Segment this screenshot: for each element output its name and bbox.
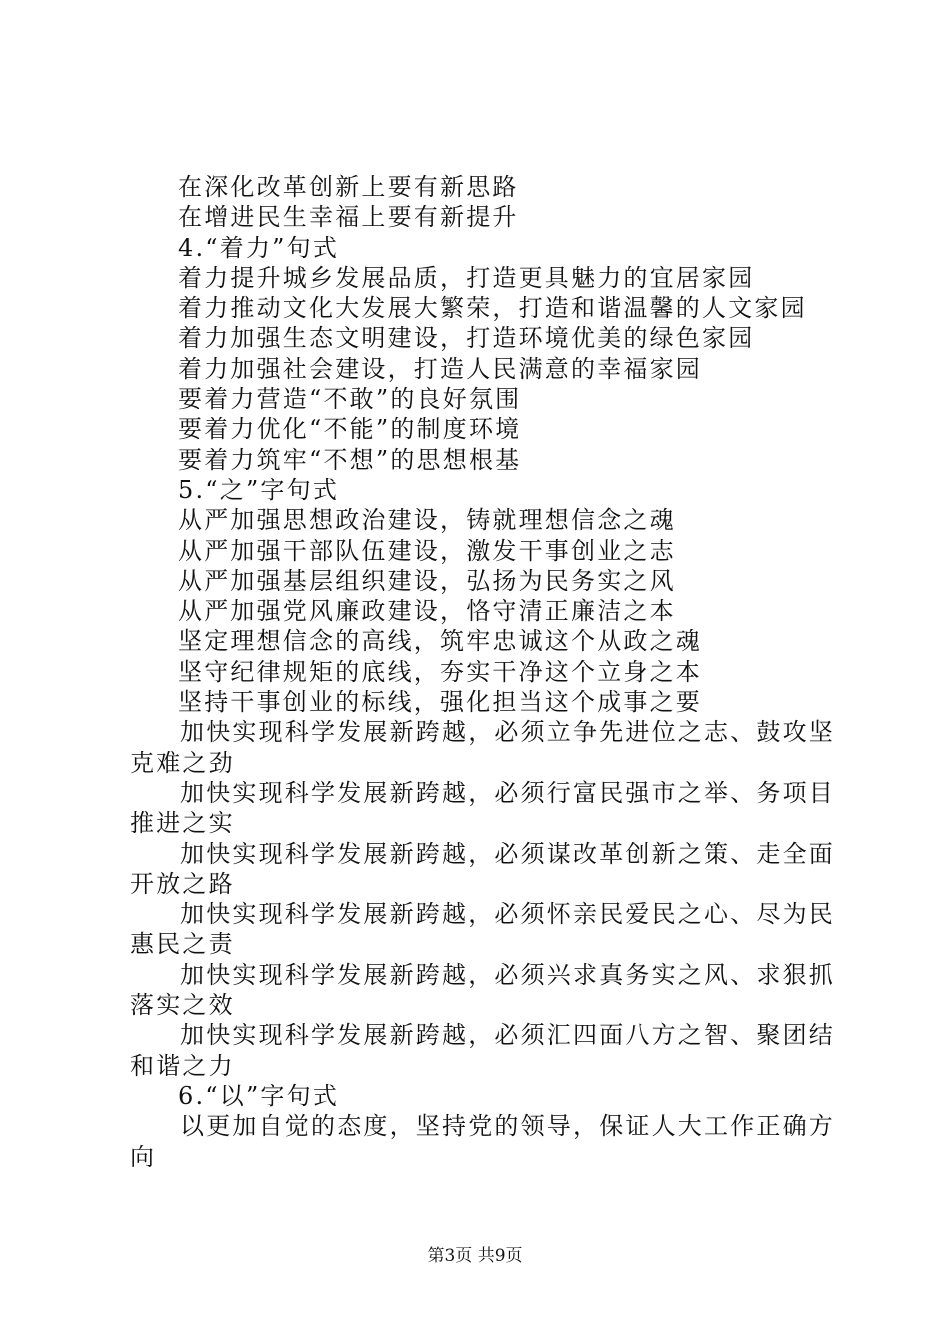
text-line: 坚定理想信念的高线，筑牢忠诚这个从政之魂 [178,627,702,656]
text-line: 坚持干事创业的标线，强化担当这个成事之要 [178,688,702,717]
text-line: 在增进民生幸福上要有新提升 [178,203,519,232]
paragraph: 以更加自觉的态度，坚持党的领导，保证人大工作正确方向 [130,1112,835,1171]
text-line: 着力提升城乡发展品质，打造更具魅力的宜居家园 [178,263,755,292]
paragraph: 加快实现科学发展新跨越，必须立争先进位之志、鼓攻坚克难之劲 [130,718,835,777]
paragraph: 加快实现科学发展新跨越，必须谋改革创新之策、走全面开放之路 [130,839,835,898]
text-line: 着力加强社会建设，打造人民满意的幸福家园 [178,354,702,383]
page-number-footer: 第3页 共9页 [427,1246,523,1266]
paragraph: 加快实现科学发展新跨越，必须行富民强市之举、务项目推进之实 [130,778,835,838]
text-line: 坚守纪律规矩的底线，夯实干净这个立身之本 [178,657,702,686]
paragraph: 加快实现科学发展新跨越，必须汇四面八方之智、聚团结和谐之力 [130,1021,835,1080]
section-heading-4: 4.“着力”句式 [178,233,340,262]
text-line: 从严加强党风廉政建设，恪守清正廉洁之本 [178,597,676,626]
text-line: 从严加强干部队伍建设，激发干事创业之志 [178,536,676,565]
text-line: 要着力筑牢“不想”的思想根基 [178,445,522,474]
text-line: 在深化改革创新上要有新思路 [178,173,519,201]
body-text [130,172,835,1172]
text-line: 从严加强基层组织建设，弘扬为民务实之风 [178,566,676,595]
section-heading-5: 5.“之”字句式 [178,475,340,504]
paragraph: 加快实现科学发展新跨越，必须兴求真务实之风、求狠抓落实之效 [130,960,835,1020]
paragraph: 加快实现科学发展新跨越，必须怀亲民爱民之心、尽为民惠民之责 [130,900,835,959]
text-line: 要着力营造“不敢”的良好氛围 [178,385,522,414]
text-line: 着力推动文化大发展大繁荣，打造和谐温馨的人文家园 [178,294,807,323]
text-line: 着力加强生态文明建设，打造环境优美的绿色家园 [178,324,755,353]
section-heading-6: 6.“以”字句式 [178,1081,340,1110]
text-line: 从严加强思想政治建设，铸就理想信念之魂 [178,506,676,535]
text-line: 要着力优化“不能”的制度环境 [178,415,522,444]
